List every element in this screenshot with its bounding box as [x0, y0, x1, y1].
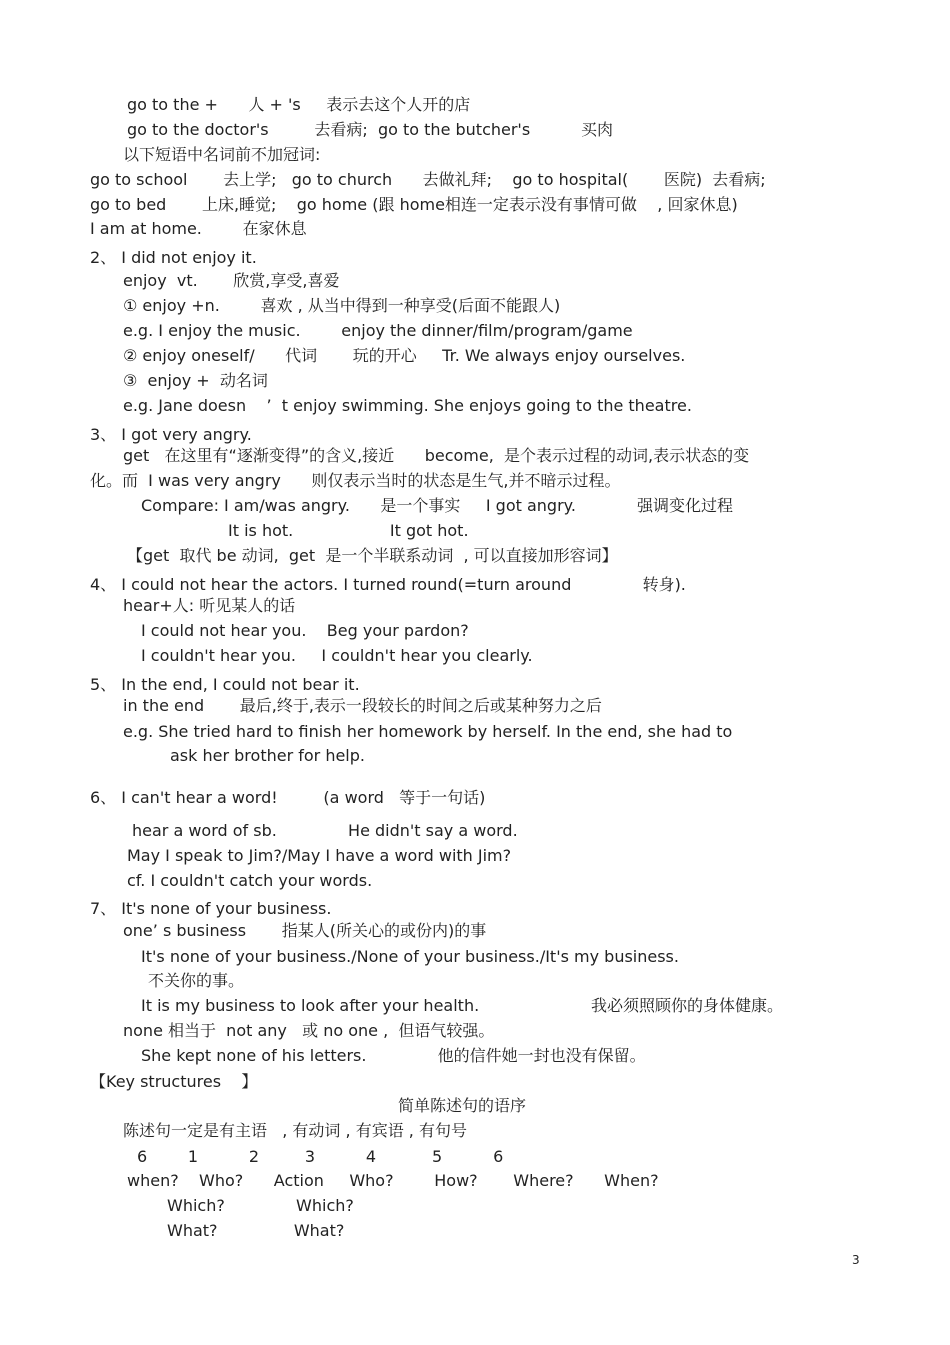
text-line: It is hot. It got hot. — [228, 521, 469, 540]
section-heading: 【Key structures 】 — [90, 1072, 258, 1091]
text-line: e.g. I enjoy the music. enjoy the dinner/film/program/game — [123, 321, 633, 340]
page-number: 3 — [852, 1253, 860, 1267]
text-line: ① enjoy +n. 喜欢 , 从当中得到一种享受(后面不能跟人) — [123, 296, 561, 315]
text-line: It is my business to look after your health. 我必须照顾你的身体健康。 — [141, 996, 784, 1015]
text-line: go to bed 上床,睡觉; go home (跟 home相连一定表示没有事情可做 , 回家休息) — [90, 195, 738, 214]
text-line: hear a word of sb. He didn't say a word. — [132, 821, 518, 840]
text-line: go to school 去上学; go to church 去做礼拜; go to hospital( 医院) 去看病; — [90, 170, 766, 189]
text-line: ask her brother for help. — [170, 746, 365, 765]
text-line: when? Who? Action Who? How? Where? When? — [127, 1171, 659, 1190]
section-heading: 2、 I did not enjoy it. — [90, 248, 257, 267]
section-heading: 5、 In the end, I could not bear it. — [90, 675, 360, 694]
text-line: Compare: I am/was angry. 是一个事实 I got angry. 强调变化过程 — [141, 496, 733, 515]
text-line: It's none of your business./None of your business./It's my business. — [141, 947, 679, 966]
text-line: cf. I couldn't catch your words. — [127, 871, 373, 890]
text-line: What? What? — [167, 1221, 345, 1240]
text-line: 6 1 2 3 4 5 6 — [137, 1147, 504, 1166]
text-line: none 相当于 not any 或 no one , 但语气较强。 — [123, 1021, 495, 1040]
text-line: ③ enjoy + 动名词 — [123, 371, 268, 390]
text-line: in the end 最后,终于,表示一段较长的时间之后或某种努力之后 — [123, 696, 602, 715]
text-line: I could not hear you. Beg your pardon? — [141, 621, 469, 640]
text-line: enjoy vt. 欣赏,享受,喜爱 — [123, 271, 340, 290]
text-line: e.g. Jane doesn ’ t enjoy swimming. She enjoys going to the theatre. — [123, 396, 692, 415]
text-line: She kept none of his letters. 他的信件她一封也没有保留。 — [141, 1046, 646, 1065]
text-line: go to the + 人 + 's 表示去这个人开的店 — [127, 95, 471, 114]
section-heading: 7、 It's none of your business. — [90, 899, 332, 918]
text-line: 陈述句一定是有主语 , 有动词 , 有宾语 , 有句号 — [123, 1121, 467, 1140]
text-line: 以下短语中名词前不加冠词: — [123, 145, 321, 164]
text-line: 不关你的事。 — [148, 971, 245, 990]
section-heading: 4、 I could not hear the actors. I turned round(=turn around 转身). — [90, 575, 686, 594]
text-line: go to the doctor's 去看病; go to the butcher's 买肉 — [127, 120, 614, 139]
text-line: one’ s business 指某人(所关心的或份内)的事 — [123, 921, 487, 940]
text-line: Which? Which? — [167, 1196, 354, 1215]
text-line: hear+人: 听见某人的话 — [123, 596, 296, 615]
section-heading: 3、 I got very angry. — [90, 425, 252, 444]
centered-title: 简单陈述句的语序 — [398, 1096, 527, 1115]
section-heading: 6、 I can't hear a word! (a word 等于一句话) — [90, 788, 486, 807]
text-line: ② enjoy oneself/ 代词 玩的开心 Tr. We always enjoy ourselves. — [123, 346, 686, 365]
text-line: I couldn't hear you. I couldn't hear you clearly. — [141, 646, 533, 665]
text-line: May I speak to Jim?/May I have a word with Jim? — [127, 846, 512, 865]
text-line: 化。而 I was very angry 则仅表示当时的状态是生气,并不暗示过程。 — [90, 471, 621, 490]
text-line: 【get 取代 be 动词, get 是一个半联系动词 , 可以直接加形容词】 — [127, 546, 618, 565]
text-line: get 在这里有“逐渐变得”的含义,接近 become, 是个表示过程的动词,表示状态的变 — [123, 446, 750, 465]
text-line: e.g. She tried hard to finish her homework by herself. In the end, she had to — [123, 722, 733, 741]
text-line: I am at home. 在家休息 — [90, 219, 307, 238]
